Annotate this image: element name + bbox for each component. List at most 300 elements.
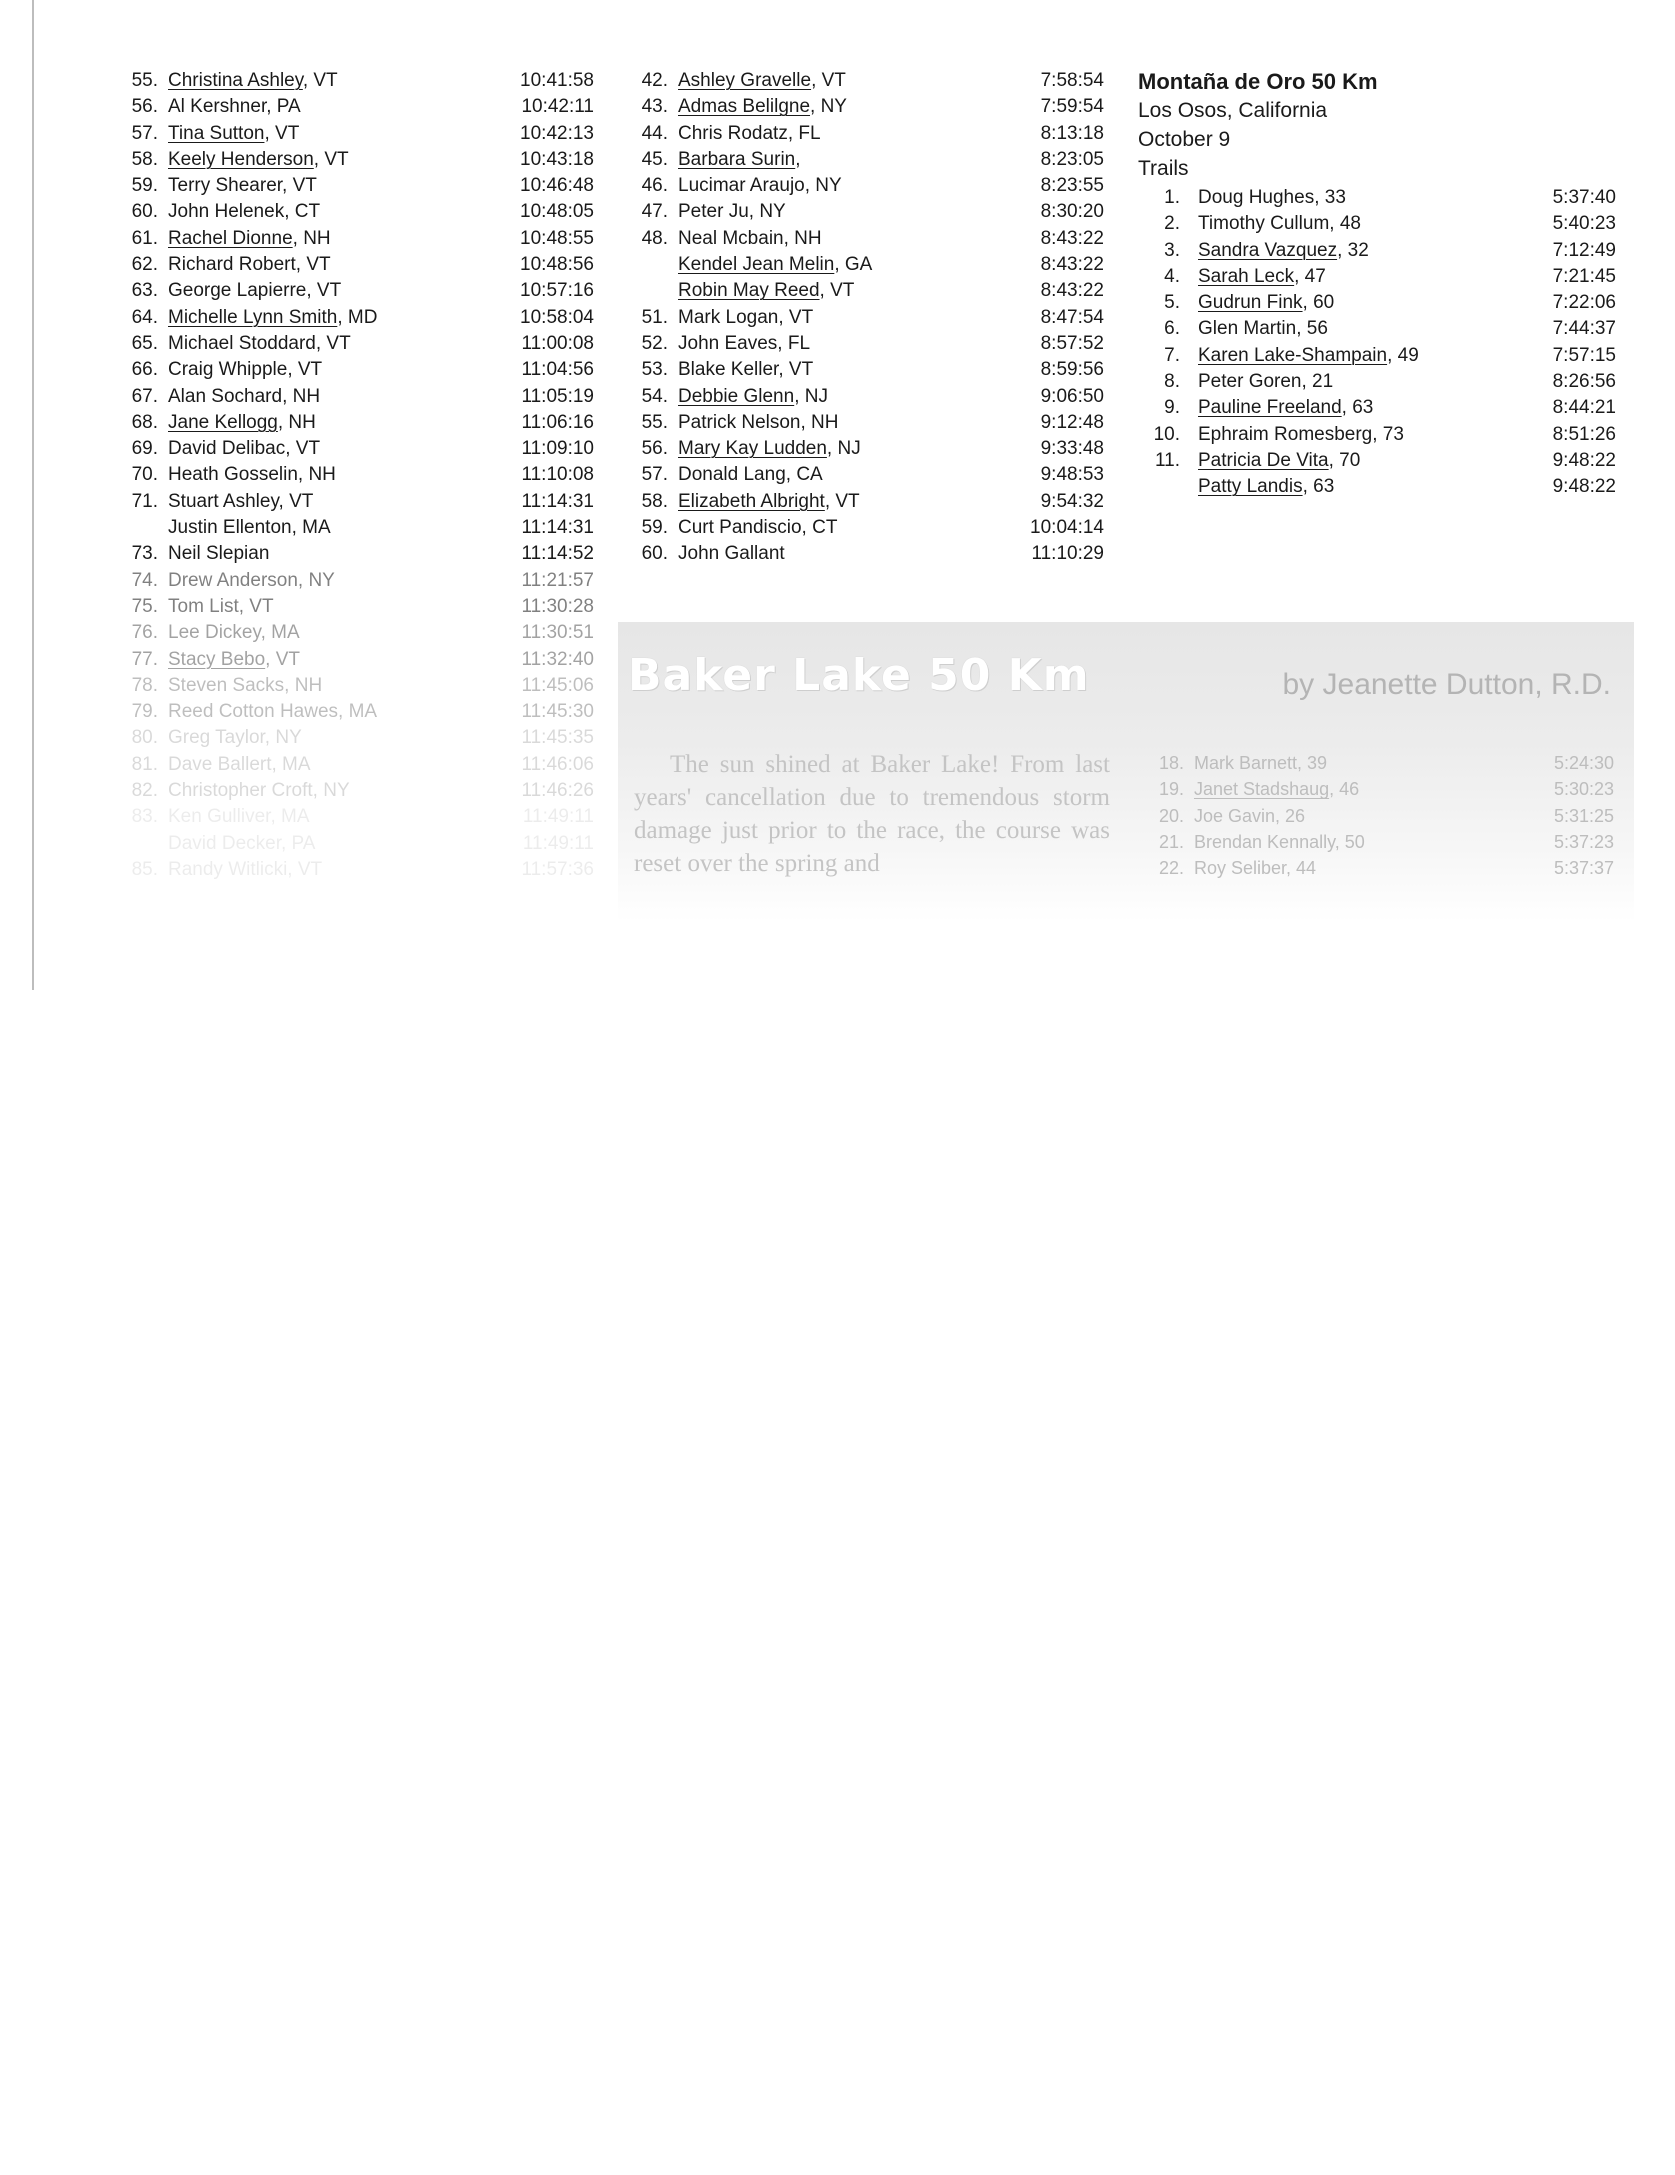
result-row (1138, 343, 1616, 369)
runner-detail: , 32 (1337, 239, 1369, 261)
runner-name: Reed Cotton Hawes, MA (168, 701, 378, 723)
result-place: 67. (131, 385, 158, 407)
result-place: 71. (131, 490, 158, 512)
runner-name: Tom List, VT (168, 595, 274, 617)
result-time: 5:37:23 (1553, 831, 1614, 852)
runner-name: Justin Ellenton, MA (168, 517, 331, 539)
runner-name: Patricia De Vita (1198, 449, 1329, 471)
result-row (630, 199, 1104, 225)
runner-name: Keely Henderson (168, 148, 314, 170)
result-place: 78. (131, 674, 158, 696)
result-row (120, 699, 594, 725)
runner-name: Lee Dickey, MA (168, 622, 300, 644)
result-place: 57. (131, 122, 158, 144)
result-name (1198, 316, 1328, 342)
result-name (168, 594, 274, 620)
result-place: 57. (641, 464, 668, 486)
result-name (678, 489, 860, 515)
result-name (678, 331, 810, 357)
result-name (168, 804, 310, 830)
runner-name: Roy Seliber, 44 (1194, 858, 1317, 879)
result-name (1198, 422, 1404, 448)
result-time: 5:24:30 (1553, 753, 1614, 773)
result-name (168, 331, 351, 357)
result-name (1198, 238, 1369, 264)
result-row (1138, 395, 1616, 421)
result-row (120, 594, 594, 620)
result-name (678, 68, 846, 94)
result-place: 43. (641, 96, 668, 118)
result-place: 55. (641, 411, 668, 433)
result-row (120, 147, 594, 173)
result-name (678, 462, 823, 488)
result-time: 11:14:31 (521, 517, 594, 539)
runner-name: Karen Lake-Shampain (1198, 344, 1388, 366)
result-row (120, 568, 594, 594)
runner-detail: , MD (337, 306, 378, 328)
result-row (120, 857, 594, 883)
runner-name: Kendel Jean Melin (678, 254, 835, 276)
result-time: 10:48:55 (520, 227, 594, 249)
result-row (120, 278, 594, 304)
result-time: 5:30:23 (1553, 779, 1614, 800)
result-row (120, 199, 594, 225)
result-row (120, 305, 594, 331)
result-row (630, 121, 1104, 147)
result-time: 10:42:13 (520, 122, 594, 144)
runner-name: John Eaves, FL (678, 332, 811, 354)
runner-name: John Helenek, CT (168, 201, 321, 223)
result-row (120, 752, 594, 778)
result-row (120, 226, 594, 252)
runner-detail: , 47 (1294, 265, 1326, 287)
runner-detail: , (795, 148, 801, 170)
runner-detail: , VT (819, 280, 855, 302)
runner-name: Dave Ballert, MA (168, 753, 311, 775)
result-row (120, 489, 594, 515)
result-place: 55. (131, 70, 158, 91)
result-row (630, 436, 1104, 462)
result-place: 2. (1164, 213, 1180, 235)
result-row (1138, 448, 1616, 474)
runner-name: Curt Pandiscio, CT (678, 517, 838, 539)
result-place: 1. (1164, 187, 1180, 208)
result-row (630, 541, 1104, 567)
runner-detail: , 49 (1387, 344, 1419, 366)
result-name (678, 515, 837, 541)
result-time: 11:46:26 (521, 780, 594, 802)
runner-name: Debbie Glenn (678, 385, 795, 407)
result-name (1194, 855, 1316, 881)
result-place: 4. (1164, 265, 1180, 287)
result-row (630, 173, 1104, 199)
result-row (120, 384, 594, 410)
runner-detail: , 63 (1341, 397, 1374, 419)
runner-name: Steven Sacks, NH (168, 674, 323, 696)
result-time: 7:58:54 (1040, 70, 1104, 91)
result-row (120, 436, 594, 462)
runner-name: Christina Ashley (168, 70, 303, 91)
result-place: 59. (131, 175, 158, 197)
runner-name: Patty Landis (1198, 476, 1303, 498)
result-name (1194, 829, 1365, 855)
result-place: 51. (641, 306, 668, 328)
result-name (168, 462, 336, 488)
runner-name: Robin May Reed (678, 280, 820, 302)
result-place: 65. (131, 332, 158, 354)
result-place: 42. (641, 70, 668, 91)
race-date: October 9 (1138, 128, 1231, 151)
result-row (1146, 776, 1614, 802)
result-time: 8:57:52 (1040, 332, 1104, 354)
result-row (630, 331, 1104, 357)
runner-name: Admas Belilgne (678, 96, 811, 118)
result-row (630, 226, 1104, 252)
runner-name: Sandra Vazquez (1198, 239, 1338, 261)
result-place: 68. (131, 411, 158, 433)
result-name (1194, 776, 1359, 802)
runner-detail: , VT (302, 70, 338, 91)
result-name (168, 384, 320, 410)
result-place: 22. (1158, 858, 1184, 879)
result-place: 46. (641, 175, 668, 197)
result-name (1198, 211, 1361, 237)
result-place: 3. (1164, 239, 1180, 261)
result-name (168, 173, 317, 199)
result-time: 10:48:05 (520, 201, 594, 223)
result-name (678, 147, 801, 173)
runner-name: Neil Slepian (168, 543, 270, 565)
result-time: 7:21:45 (1552, 265, 1616, 287)
result-place: 70. (131, 464, 158, 486)
result-time: 8:30:20 (1040, 201, 1104, 223)
result-time: 7:44:37 (1552, 318, 1616, 340)
result-row (120, 778, 594, 804)
result-time: 11:21:57 (521, 569, 594, 591)
race-surface: Trails (1138, 157, 1189, 180)
result-row (630, 357, 1104, 383)
result-name (678, 541, 785, 567)
result-name (678, 384, 828, 410)
result-time: 9:48:22 (1552, 476, 1616, 498)
result-time: 10:48:56 (520, 254, 594, 276)
runner-detail: , 60 (1302, 292, 1335, 314)
result-time: 11:09:10 (521, 438, 594, 460)
result-time: 10:41:58 (520, 70, 594, 91)
result-place: 56. (641, 438, 668, 460)
runner-detail: , VT (313, 148, 349, 170)
result-place: 54. (641, 385, 668, 407)
runner-name: Mark Logan, VT (678, 306, 814, 328)
result-place: 60. (641, 543, 668, 565)
result-place: 73. (131, 543, 158, 565)
result-row (630, 489, 1104, 515)
result-row (120, 725, 594, 751)
runner-name: Michelle Lynn Smith (168, 306, 338, 328)
result-row (1146, 750, 1614, 776)
runner-name: George Lapierre, VT (168, 280, 342, 302)
runner-name: Gudrun Fink (1198, 292, 1303, 314)
runner-name: Heath Gosselin, NH (168, 464, 336, 486)
race-title: Montaña de Oro 50 Km (1138, 69, 1378, 94)
result-place: 47. (641, 201, 668, 223)
result-row (630, 410, 1104, 436)
result-row (1138, 369, 1616, 395)
result-time: 11:14:31 (521, 490, 594, 512)
runner-name: Ephraim Romesberg, 73 (1198, 423, 1404, 445)
result-name (1198, 448, 1360, 474)
result-time: 10:04:14 (1030, 517, 1104, 539)
result-place: 81. (131, 753, 158, 775)
result-time: 8:23:55 (1040, 175, 1104, 197)
result-time: 5:40:23 (1552, 213, 1616, 235)
result-place: 63. (131, 280, 158, 302)
result-time: 11:45:06 (521, 674, 594, 696)
result-name (1198, 395, 1373, 421)
result-name (678, 121, 821, 147)
result-place: 59. (641, 517, 668, 539)
result-name (168, 831, 315, 857)
result-place: 8. (1164, 371, 1180, 393)
result-place: 66. (131, 359, 158, 381)
result-row (120, 647, 594, 673)
runner-detail: , NH (292, 227, 331, 249)
runner-name: Elizabeth Albright (678, 490, 825, 512)
result-time: 8:43:22 (1040, 280, 1104, 302)
result-name (168, 541, 269, 567)
result-time: 7:59:54 (1040, 96, 1104, 118)
result-place: 77. (131, 648, 158, 670)
result-place: 60. (131, 201, 158, 223)
runner-name: Glen Martin, 56 (1198, 318, 1328, 340)
result-place: 7. (1164, 344, 1180, 366)
runner-name: Alan Sochard, NH (168, 385, 321, 407)
runner-name: Barbara Surin (678, 148, 796, 170)
result-name (1198, 264, 1326, 290)
runner-name: Peter Ju, NY (678, 201, 786, 223)
result-row (120, 252, 594, 278)
result-place: 53. (641, 359, 668, 381)
runner-name: Brendan Kennally, 50 (1194, 831, 1365, 852)
result-time: 10:42:11 (521, 96, 594, 118)
result-time: 5:37:40 (1552, 187, 1616, 208)
result-place: 5. (1164, 292, 1180, 314)
results-column-2 (630, 68, 1104, 568)
result-time: 11:45:35 (521, 727, 594, 749)
runner-name: Blake Keller, VT (678, 359, 814, 381)
result-place: 62. (131, 254, 158, 276)
result-row (120, 462, 594, 488)
result-place: 18. (1158, 753, 1184, 773)
result-row (630, 94, 1104, 120)
result-name (168, 752, 311, 778)
result-row (630, 147, 1104, 173)
runner-name: Sarah Leck (1198, 265, 1295, 287)
result-row (1138, 185, 1616, 211)
runner-detail: , VT (264, 122, 300, 144)
result-row (1138, 238, 1616, 264)
runner-detail: , NJ (794, 385, 828, 407)
result-row (630, 462, 1104, 488)
result-name (1198, 185, 1346, 211)
result-row (120, 357, 594, 383)
runner-name: Pauline Freeland (1198, 397, 1342, 419)
runner-name: Greg Taylor, NY (168, 727, 302, 749)
runner-name: Richard Robert, VT (168, 254, 331, 276)
result-name (168, 68, 338, 94)
result-row (1138, 422, 1616, 448)
runner-name: Donald Lang, CA (678, 464, 823, 486)
result-name (168, 305, 377, 331)
result-time: 10:46:48 (520, 175, 594, 197)
result-place: 44. (641, 122, 668, 144)
result-time: 11:32:40 (521, 648, 594, 670)
runner-name: Patrick Nelson, NH (678, 411, 839, 433)
result-time: 5:31:25 (1553, 805, 1614, 826)
result-time: 7:57:15 (1552, 344, 1616, 366)
result-row (1138, 290, 1616, 316)
runner-name: Peter Goren, 21 (1198, 371, 1334, 393)
runner-name: Janet Stadshaug (1194, 779, 1330, 800)
runner-name: Mark Barnett, 39 (1194, 753, 1328, 773)
result-place: 11. (1154, 449, 1180, 471)
result-name (168, 725, 302, 751)
result-name (678, 410, 839, 436)
result-name (1194, 803, 1305, 829)
result-time: 8:44:21 (1552, 397, 1616, 419)
result-time: 11:10:29 (1031, 543, 1104, 565)
result-place: 75. (131, 595, 158, 617)
runner-name: Stuart Ashley, VT (168, 490, 314, 512)
result-place: 69. (131, 438, 158, 460)
result-name (678, 173, 842, 199)
runner-name: Lucimar Araujo, NY (678, 175, 842, 197)
result-name (168, 121, 299, 147)
result-time: 11:06:16 (521, 411, 594, 433)
result-time: 8:51:26 (1552, 423, 1616, 445)
result-name (678, 436, 861, 462)
result-time: 11:49:11 (522, 806, 594, 828)
runner-detail: , 70 (1328, 449, 1361, 471)
result-place: 74. (131, 569, 158, 591)
result-place: 48. (641, 227, 668, 249)
runner-name: Craig Whipple, VT (168, 359, 323, 381)
result-place: 76. (131, 622, 158, 644)
runner-name: Christopher Croft, NY (168, 780, 350, 802)
result-name (168, 673, 322, 699)
runner-name: Timothy Cullum, 48 (1198, 213, 1361, 235)
result-time: 11:05:19 (521, 385, 594, 407)
result-row (630, 252, 1104, 278)
result-name (168, 857, 322, 883)
result-name (678, 278, 854, 304)
result-row (120, 620, 594, 646)
runner-detail: , 63 (1302, 476, 1335, 498)
result-place: 6. (1164, 318, 1180, 340)
result-row (120, 331, 594, 357)
result-time: 5:37:37 (1553, 858, 1614, 879)
result-row (630, 384, 1104, 410)
page-left-rule (32, 0, 34, 990)
result-time: 11:00:08 (521, 332, 594, 354)
result-name (168, 278, 341, 304)
runner-name: Ashley Gravelle (678, 70, 812, 91)
runner-detail: , VT (811, 70, 846, 91)
runner-detail: , 46 (1329, 779, 1360, 800)
result-name (678, 252, 872, 278)
runner-name: Al Kershner, PA (168, 96, 301, 118)
result-time: 9:06:50 (1040, 385, 1104, 407)
runner-name: Neal Mcbain, NH (678, 227, 822, 249)
result-name (678, 226, 822, 252)
result-row (120, 121, 594, 147)
result-place: 80. (131, 727, 158, 749)
result-place: 56. (131, 96, 158, 118)
result-name (168, 620, 300, 646)
result-name (1198, 343, 1419, 369)
baker-lake-byline: by Jeanette Dutton, R.D. (1282, 668, 1611, 701)
montana-results-list (1138, 185, 1616, 501)
runner-detail: , NY (810, 96, 847, 118)
result-row (120, 68, 594, 94)
result-name (168, 515, 331, 541)
result-row (120, 94, 594, 120)
result-place: 85. (131, 858, 158, 880)
result-place: 19. (1158, 779, 1184, 800)
result-name (168, 199, 320, 225)
result-time: 8:47:54 (1040, 306, 1104, 328)
result-place: 79. (131, 701, 158, 723)
result-row (120, 410, 594, 436)
result-place: 83. (131, 806, 158, 828)
baker-lake-results-list (1146, 750, 1614, 881)
result-time: 9:48:53 (1040, 464, 1104, 486)
result-place: 58. (131, 148, 158, 170)
result-time: 11:30:51 (521, 622, 594, 644)
result-time: 10:58:04 (520, 306, 594, 328)
result-time: 7:12:49 (1552, 239, 1616, 261)
result-place: 58. (641, 490, 668, 512)
runner-name: Doug Hughes, 33 (1198, 187, 1346, 208)
result-place: 9. (1164, 397, 1180, 419)
result-time: 8:43:22 (1040, 254, 1104, 276)
result-name (168, 410, 316, 436)
result-time: 9:12:48 (1040, 411, 1104, 433)
result-place: 82. (131, 780, 158, 802)
runner-detail: , NJ (826, 438, 861, 460)
result-row (1138, 474, 1616, 500)
runner-detail: , VT (265, 648, 301, 670)
result-row (120, 173, 594, 199)
result-name (1194, 750, 1327, 776)
result-name (678, 94, 847, 120)
result-name (168, 436, 320, 462)
result-time: 8:23:05 (1040, 148, 1104, 170)
baker-lake-article-text: The sun shined at Baker Lake! From last years' cancellation due to tremendous storm damage just prior to the race, the course was reset over the spring and (634, 751, 1110, 877)
result-row (120, 515, 594, 541)
result-place: 64. (131, 306, 158, 328)
result-time: 9:33:48 (1040, 438, 1104, 460)
result-name (1198, 474, 1334, 500)
result-time: 8:59:56 (1040, 359, 1104, 381)
results-column-1 (120, 68, 594, 883)
result-name (678, 357, 813, 383)
runner-name: Terry Shearer, VT (168, 175, 317, 197)
result-time: 11:46:06 (521, 753, 594, 775)
result-name (168, 226, 331, 252)
runner-name: Jane Kellogg (168, 411, 278, 433)
runner-name: David Delibac, VT (168, 438, 321, 460)
